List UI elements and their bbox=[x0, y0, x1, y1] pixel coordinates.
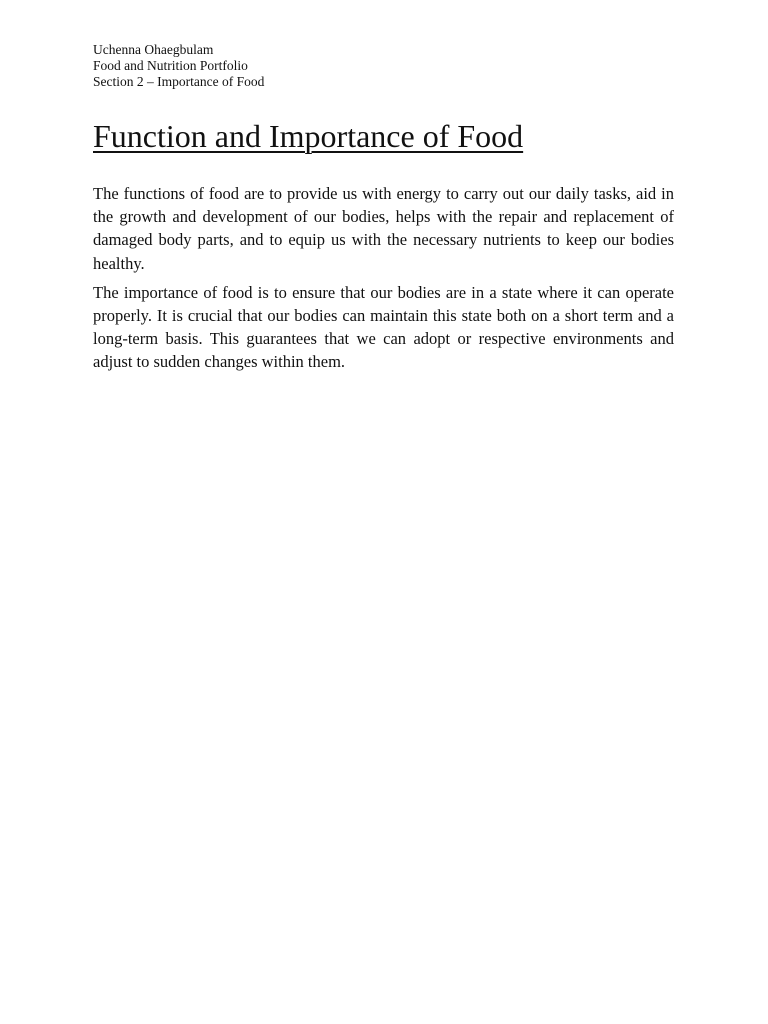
page-title: Function and Importance of Food bbox=[93, 118, 524, 154]
document-header bbox=[93, 42, 493, 90]
author-name: Uchenna Ohaegbulam bbox=[93, 42, 214, 57]
paragraph-importance: The importance of food is to ensure that our bodies are in a state where it can operate properly. It is crucial that our bodies can maintain this state both on a short term and a long-term basis. This guarantees that we can adopt or respective environments and adjust to sudden changes within them. bbox=[93, 282, 674, 372]
paragraph-functions: The functions of food are to provide us with energy to carry out our daily tasks, aid in the growth and development of our bodies, helps with the repair and replacement of damaged body parts, and to equip us with the necessary nutrients to keep our bodies healthy. bbox=[93, 184, 674, 273]
portfolio-name: Food and Nutrition Portfolio bbox=[93, 58, 248, 73]
section-label: Section 2 – Importance of Food bbox=[93, 74, 265, 89]
document-body bbox=[93, 182, 674, 380]
